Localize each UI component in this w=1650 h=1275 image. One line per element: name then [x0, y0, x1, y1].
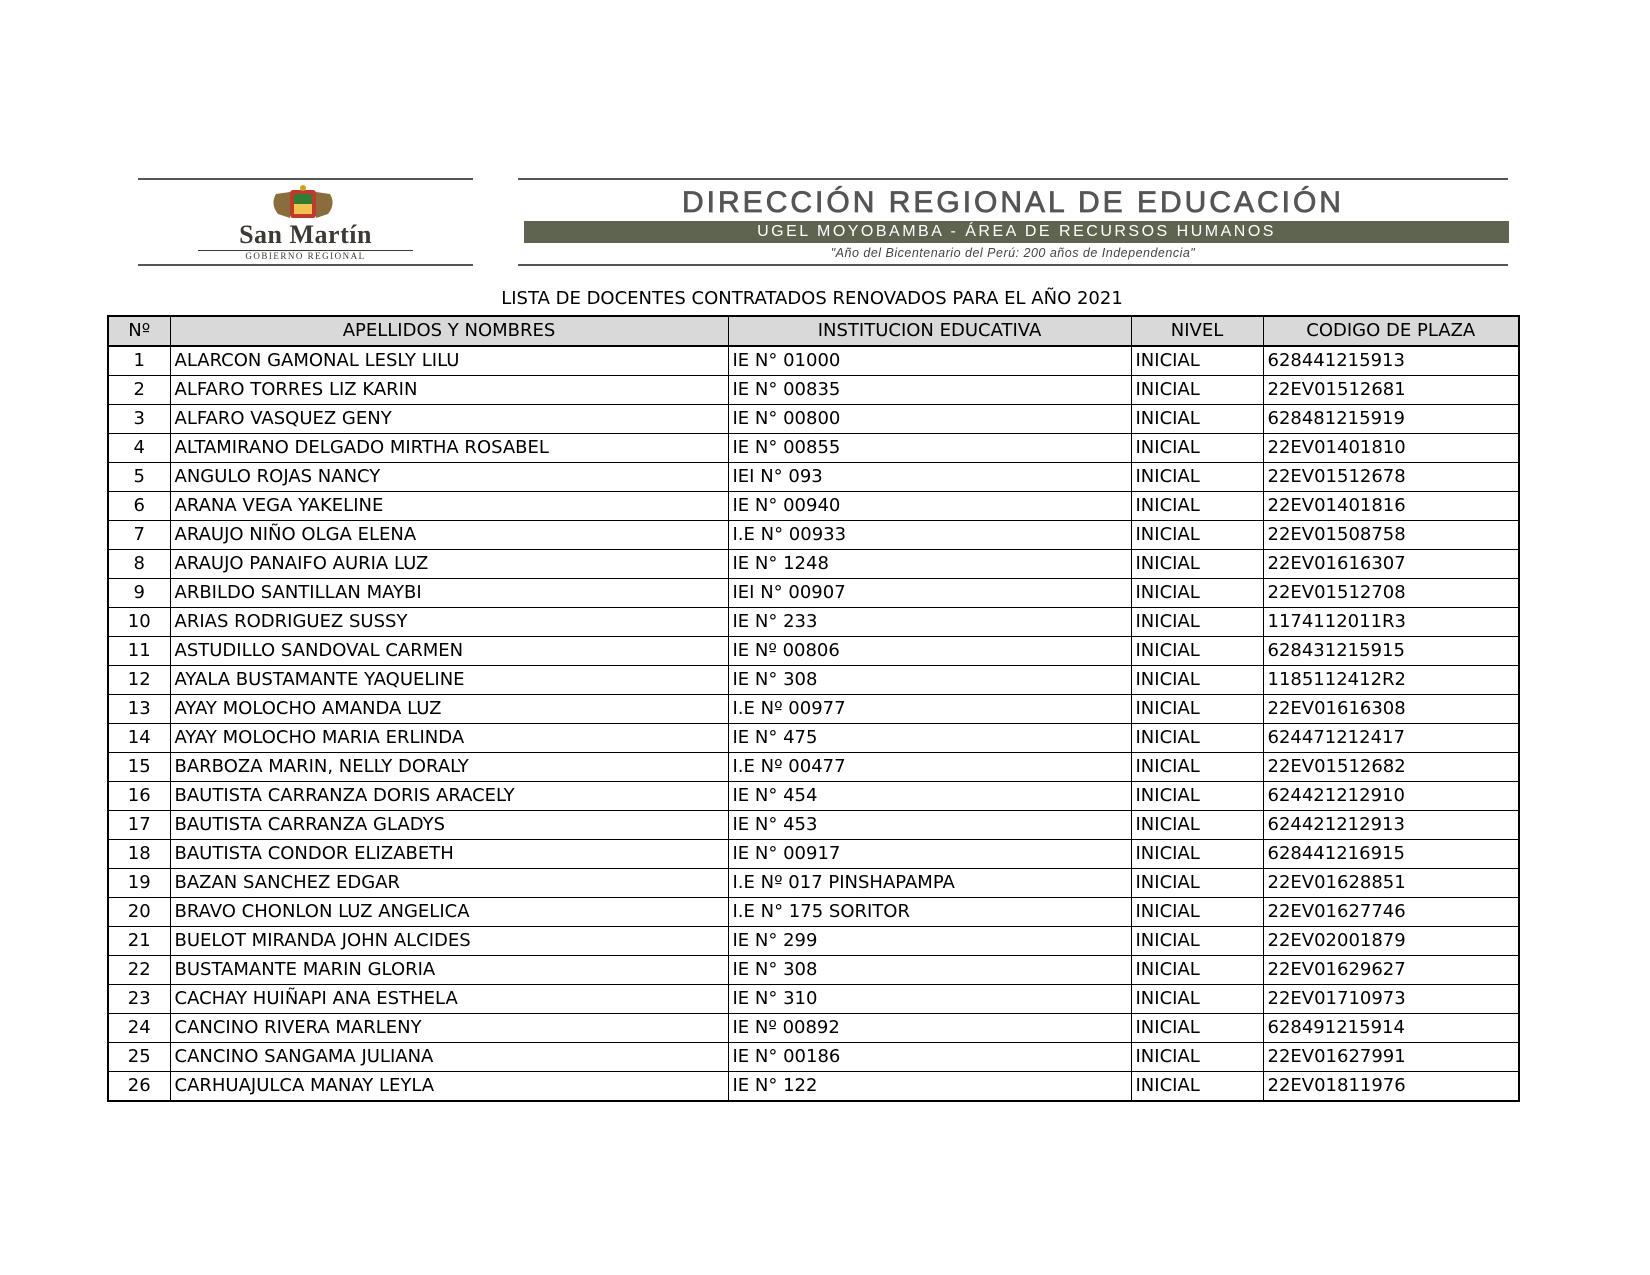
teacher-roster-table [107, 315, 1520, 1102]
position-code: 22EV01710973 [1263, 985, 1519, 1014]
table-row [108, 346, 1519, 376]
teacher-name: BUSTAMANTE MARIN GLORIA [170, 956, 728, 985]
document-title: LISTA DE DOCENTES CONTRATADOS RENOVADOS PARA EL AÑO 2021 [501, 288, 1123, 309]
table-row [108, 985, 1519, 1014]
row-number: 10 [108, 608, 170, 637]
institution: IEI N° 00907 [728, 579, 1131, 608]
column-header-level: NIVEL [1131, 316, 1263, 346]
institution: IEI N° 093 [728, 463, 1131, 492]
logo-subtitle: GOBIERNO REGIONAL [245, 251, 366, 261]
position-code: 22EV01512682 [1263, 753, 1519, 782]
row-number: 6 [108, 492, 170, 521]
column-header-number: Nº [108, 316, 170, 346]
row-number: 18 [108, 840, 170, 869]
position-code: 624421212910 [1263, 782, 1519, 811]
position-code: 1185112412R2 [1263, 666, 1519, 695]
row-number: 14 [108, 724, 170, 753]
teacher-name: ALTAMIRANO DELGADO MIRTHA ROSABEL [170, 434, 728, 463]
institution: IE N° 122 [728, 1072, 1131, 1102]
table-body [108, 346, 1519, 1101]
teacher-name: CANCINO SANGAMA JULIANA [170, 1043, 728, 1072]
teacher-name: CACHAY HUIÑAPI ANA ESTHELA [170, 985, 728, 1014]
teacher-name: ALFARO TORRES LIZ KARIN [170, 376, 728, 405]
level: INICIAL [1131, 346, 1263, 376]
position-code: 22EV01616308 [1263, 695, 1519, 724]
institution: IE N° 00800 [728, 405, 1131, 434]
row-number: 25 [108, 1043, 170, 1072]
position-code: 22EV01629627 [1263, 956, 1519, 985]
banner-motto: "Año del Bicentenario del Perú: 200 años de Independencia" [830, 246, 1196, 260]
level: INICIAL [1131, 1014, 1263, 1043]
level: INICIAL [1131, 695, 1263, 724]
position-code: 22EV01811976 [1263, 1072, 1519, 1102]
banner-top-rule [518, 178, 1508, 180]
level: INICIAL [1131, 1043, 1263, 1072]
level: INICIAL [1131, 579, 1263, 608]
level: INICIAL [1131, 1072, 1263, 1102]
institution: IE N° 01000 [728, 346, 1131, 376]
logo-brand: San Martín [239, 220, 372, 249]
teacher-name: CARHUAJULCA MANAY LEYLA [170, 1072, 728, 1102]
row-number: 26 [108, 1072, 170, 1102]
position-code: 628441216915 [1263, 840, 1519, 869]
position-code: 624421212913 [1263, 811, 1519, 840]
level: INICIAL [1131, 405, 1263, 434]
teacher-name: BAUTISTA CONDOR ELIZABETH [170, 840, 728, 869]
teacher-name: CANCINO RIVERA MARLENY [170, 1014, 728, 1043]
position-code: 22EV01401816 [1263, 492, 1519, 521]
table-row [108, 695, 1519, 724]
banner-title: DIRECCIÓN REGIONAL DE EDUCACIÓN [682, 186, 1344, 219]
banner-bottom-rule [518, 264, 1508, 266]
level: INICIAL [1131, 521, 1263, 550]
table-row [108, 898, 1519, 927]
institution: IE N° 299 [728, 927, 1131, 956]
institution: IE Nº 00806 [728, 637, 1131, 666]
table-row [108, 521, 1519, 550]
institution: I.E N° 00933 [728, 521, 1131, 550]
institution: IE N° 453 [728, 811, 1131, 840]
teacher-name: BAZAN SANCHEZ EDGAR [170, 869, 728, 898]
level: INICIAL [1131, 637, 1263, 666]
teacher-name: ALARCON GAMONAL LESLY LILU [170, 346, 728, 376]
institution: IE N° 00186 [728, 1043, 1131, 1072]
institution: IE N° 475 [728, 724, 1131, 753]
row-number: 24 [108, 1014, 170, 1043]
institution: IE Nº 00892 [728, 1014, 1131, 1043]
institution: I.E Nº 017 PINSHAPAMPA [728, 869, 1131, 898]
level: INICIAL [1131, 463, 1263, 492]
table-row [108, 956, 1519, 985]
row-number: 22 [108, 956, 170, 985]
position-code: 22EV02001879 [1263, 927, 1519, 956]
position-code: 1174112011R3 [1263, 608, 1519, 637]
row-number: 9 [108, 579, 170, 608]
table-row [108, 434, 1519, 463]
position-code: 22EV01627746 [1263, 898, 1519, 927]
institution: IE N° 308 [728, 956, 1131, 985]
table-row [108, 753, 1519, 782]
position-code: 22EV01512708 [1263, 579, 1519, 608]
coat-of-arms-icon [268, 184, 338, 222]
row-number: 11 [108, 637, 170, 666]
institution: I.E Nº 00477 [728, 753, 1131, 782]
teacher-name: ARAUJO PANAIFO AURIA LUZ [170, 550, 728, 579]
table-row [108, 579, 1519, 608]
teacher-name: ASTUDILLO SANDOVAL CARMEN [170, 637, 728, 666]
table-row [108, 666, 1519, 695]
position-code: 22EV01401810 [1263, 434, 1519, 463]
institution: IE N° 1248 [728, 550, 1131, 579]
table-header-row [108, 316, 1519, 346]
teacher-name: AYAY MOLOCHO AMANDA LUZ [170, 695, 728, 724]
column-header-code: CODIGO DE PLAZA [1263, 316, 1519, 346]
row-number: 15 [108, 753, 170, 782]
table-row [108, 1072, 1519, 1102]
teacher-name: ARIAS RODRIGUEZ SUSSY [170, 608, 728, 637]
teacher-name: ARAUJO NIÑO OLGA ELENA [170, 521, 728, 550]
level: INICIAL [1131, 753, 1263, 782]
position-code: 22EV01628851 [1263, 869, 1519, 898]
row-number: 13 [108, 695, 170, 724]
institution: IE N° 308 [728, 666, 1131, 695]
table-row [108, 1014, 1519, 1043]
teacher-name: ANGULO ROJAS NANCY [170, 463, 728, 492]
position-code: 624471212417 [1263, 724, 1519, 753]
institution: IE N° 00917 [728, 840, 1131, 869]
row-number: 5 [108, 463, 170, 492]
row-number: 1 [108, 346, 170, 376]
table-row [108, 550, 1519, 579]
level: INICIAL [1131, 985, 1263, 1014]
teacher-name: BARBOZA MARIN, NELLY DORALY [170, 753, 728, 782]
teacher-name: BAUTISTA CARRANZA GLADYS [170, 811, 728, 840]
row-number: 7 [108, 521, 170, 550]
table-row [108, 1043, 1519, 1072]
level: INICIAL [1131, 956, 1263, 985]
level: INICIAL [1131, 898, 1263, 927]
level: INICIAL [1131, 927, 1263, 956]
position-code: 22EV01627991 [1263, 1043, 1519, 1072]
institution: IE N° 454 [728, 782, 1131, 811]
level: INICIAL [1131, 550, 1263, 579]
teacher-name: ALFARO VASQUEZ GENY [170, 405, 728, 434]
teacher-name: BUELOT MIRANDA JOHN ALCIDES [170, 927, 728, 956]
teacher-name: AYAY MOLOCHO MARIA ERLINDA [170, 724, 728, 753]
level: INICIAL [1131, 492, 1263, 521]
table-row [108, 376, 1519, 405]
row-number: 16 [108, 782, 170, 811]
table-row [108, 405, 1519, 434]
table-row [108, 782, 1519, 811]
logo-top-rule [138, 178, 473, 180]
banner-subtitle-bar: UGEL MOYOBAMBA - ÁREA DE RECURSOS HUMANOS [524, 221, 1509, 243]
table-row [108, 840, 1519, 869]
level: INICIAL [1131, 666, 1263, 695]
row-number: 4 [108, 434, 170, 463]
table-row [108, 927, 1519, 956]
position-code: 628491215914 [1263, 1014, 1519, 1043]
institution: I.E Nº 00977 [728, 695, 1131, 724]
teacher-name: ARANA VEGA YAKELINE [170, 492, 728, 521]
row-number: 2 [108, 376, 170, 405]
level: INICIAL [1131, 434, 1263, 463]
table-row [108, 463, 1519, 492]
teacher-name: AYALA BUSTAMANTE YAQUELINE [170, 666, 728, 695]
row-number: 20 [108, 898, 170, 927]
logo-bottom-rule [138, 264, 473, 266]
level: INICIAL [1131, 608, 1263, 637]
level: INICIAL [1131, 811, 1263, 840]
table-row [108, 492, 1519, 521]
column-header-name: APELLIDOS Y NOMBRES [170, 316, 728, 346]
teacher-name: BAUTISTA CARRANZA DORIS ARACELY [170, 782, 728, 811]
level: INICIAL [1131, 782, 1263, 811]
institution: I.E N° 175 SORITOR [728, 898, 1131, 927]
institution: IE N° 00835 [728, 376, 1131, 405]
level: INICIAL [1131, 376, 1263, 405]
row-number: 12 [108, 666, 170, 695]
institution: IE N° 233 [728, 608, 1131, 637]
table-row [108, 608, 1519, 637]
level: INICIAL [1131, 840, 1263, 869]
position-code: 22EV01508758 [1263, 521, 1519, 550]
position-code: 628431215915 [1263, 637, 1519, 666]
regional-government-logo [138, 178, 473, 266]
row-number: 23 [108, 985, 170, 1014]
institution: IE N° 00940 [728, 492, 1131, 521]
position-code: 628481215919 [1263, 405, 1519, 434]
position-code: 22EV01616307 [1263, 550, 1519, 579]
teacher-name: BRAVO CHONLON LUZ ANGELICA [170, 898, 728, 927]
column-header-institution: INSTITUCION EDUCATIVA [728, 316, 1131, 346]
position-code: 22EV01512678 [1263, 463, 1519, 492]
row-number: 3 [108, 405, 170, 434]
row-number: 8 [108, 550, 170, 579]
table-row [108, 811, 1519, 840]
level: INICIAL [1131, 724, 1263, 753]
row-number: 17 [108, 811, 170, 840]
dre-banner [518, 178, 1508, 266]
position-code: 22EV01512681 [1263, 376, 1519, 405]
level: INICIAL [1131, 869, 1263, 898]
row-number: 19 [108, 869, 170, 898]
institution: IE N° 00855 [728, 434, 1131, 463]
institution: IE N° 310 [728, 985, 1131, 1014]
position-code: 628441215913 [1263, 346, 1519, 376]
table-row [108, 724, 1519, 753]
row-number: 21 [108, 927, 170, 956]
table-row [108, 869, 1519, 898]
teacher-name: ARBILDO SANTILLAN MAYBI [170, 579, 728, 608]
table-row [108, 637, 1519, 666]
